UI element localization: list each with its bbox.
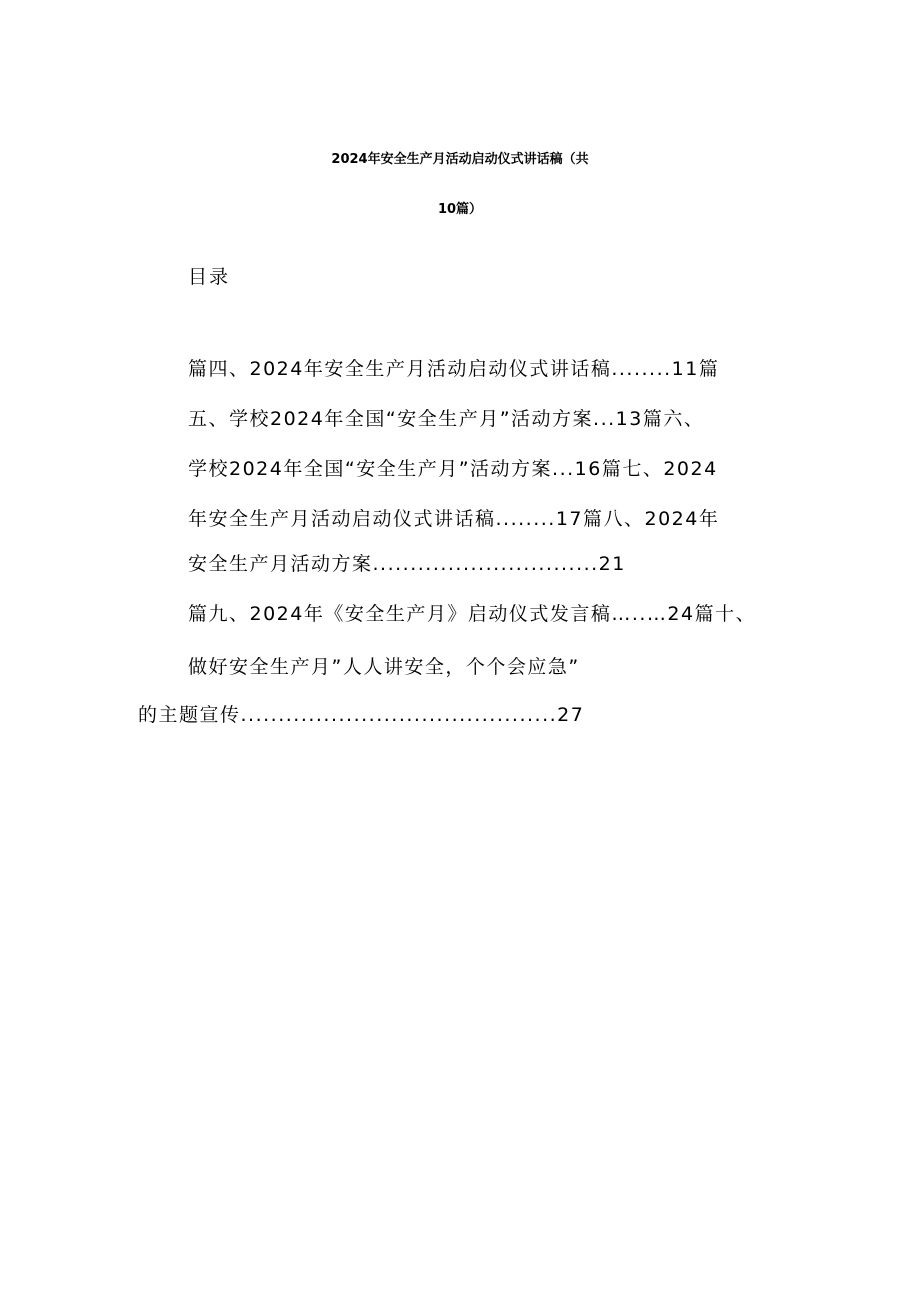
document-title-line-2: 10篇） [437, 202, 483, 217]
toc-line: 做好安全生产月”人人讲安全，个个会应急” [188, 656, 580, 678]
toc-line: 五、学校2024年全国“安全生产月”活动方案...13篇六、 [188, 408, 705, 430]
toc-line: 篇四、2024年安全生产月活动启动仪式讲话稿........11篇 [188, 358, 720, 380]
toc-line: 安全生产月活动方案..............................21 [188, 553, 626, 575]
toc-heading: 目录 [188, 266, 231, 288]
toc-line: 学校2024年全国“安全生产月”活动方案...16篇七、2024 [188, 458, 718, 480]
toc-line: 的主题宣传..........................................27 [138, 704, 585, 726]
document-title-line-1: 2024年安全生产月活动启动仪式讲话稿（共 [331, 152, 589, 167]
toc-line: 年安全生产月活动启动仪式讲话稿........17篇八、2024年 [188, 508, 720, 530]
toc-line: 篇九、2024年《安全生产月》启动仪式发言稿…..…24篇十、 [188, 603, 757, 625]
